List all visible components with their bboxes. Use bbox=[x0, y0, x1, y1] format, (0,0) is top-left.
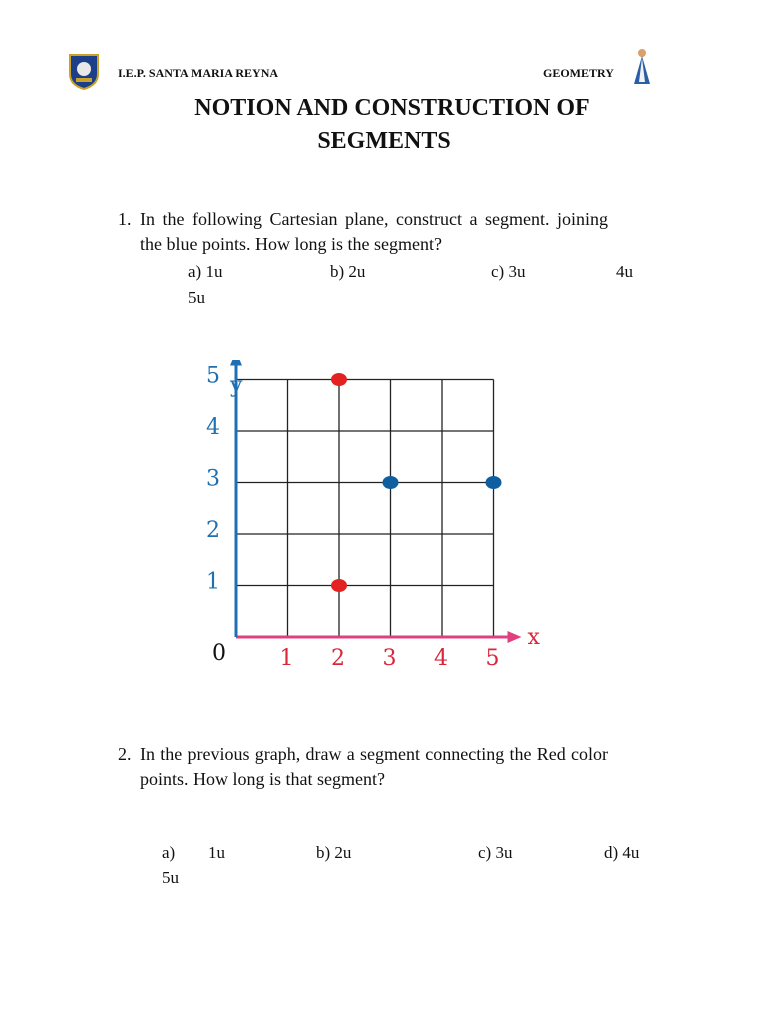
q1-option-d[interactable]: 4u bbox=[616, 262, 633, 281]
question-2-number: 2. bbox=[118, 744, 132, 764]
question-1-text: In the following Cartesian plane, construct a segment. joining the blue points. How long is the segment? bbox=[140, 209, 608, 254]
y-tick-label: 2 bbox=[206, 518, 220, 543]
question-1-number: 1. bbox=[118, 209, 132, 229]
question-2 bbox=[118, 742, 608, 792]
page-title-line2: SEGMENTS bbox=[317, 128, 451, 154]
chart-ticks bbox=[206, 364, 500, 672]
q2-option-e[interactable]: 5u bbox=[162, 868, 179, 887]
y-axis-label: y bbox=[230, 373, 243, 398]
y-tick-label: 4 bbox=[206, 415, 220, 440]
subject-label: GEOMETRY bbox=[543, 66, 614, 80]
chart-axes bbox=[230, 360, 522, 643]
q1-option-a[interactable]: a) 1u bbox=[188, 262, 223, 281]
y-tick-label: 5 bbox=[206, 363, 220, 389]
x-axis-label: x bbox=[527, 625, 540, 650]
x-tick-label: 4 bbox=[434, 646, 448, 671]
data-point bbox=[331, 579, 347, 592]
q2-option-a[interactable]: a) bbox=[162, 843, 176, 862]
x-axis-arrow bbox=[508, 631, 522, 643]
x-tick-label: 5 bbox=[485, 646, 500, 671]
q2-option-c[interactable]: c) 3u bbox=[478, 843, 513, 862]
y-axis-arrow bbox=[230, 360, 242, 366]
origin-label: 0 bbox=[212, 641, 226, 666]
school-crest-logo bbox=[68, 52, 100, 90]
y-tick-label: 3 bbox=[206, 466, 220, 492]
q2-option-a-value[interactable]: 1u bbox=[208, 843, 225, 862]
data-point bbox=[486, 476, 502, 489]
virgin-mary-emblem bbox=[630, 48, 656, 86]
y-tick-label: 1 bbox=[206, 569, 220, 595]
x-tick-label: 1 bbox=[279, 646, 294, 671]
q2-option-d[interactable]: d) 4u bbox=[604, 843, 640, 862]
data-point bbox=[331, 373, 347, 386]
question-1 bbox=[118, 207, 608, 257]
x-tick-label: 3 bbox=[382, 646, 397, 671]
q1-option-c[interactable]: c) 3u bbox=[491, 262, 526, 281]
x-tick-label: 2 bbox=[331, 646, 345, 671]
school-name: I.E.P. SANTA MARIA REYNA bbox=[118, 66, 279, 80]
data-point bbox=[383, 476, 399, 489]
page-title-line1: NOTION AND CONSTRUCTION OF bbox=[194, 95, 590, 121]
q1-option-b[interactable]: b) 2u bbox=[330, 262, 366, 281]
cartesian-plane-chart bbox=[170, 360, 560, 680]
chart-grid bbox=[236, 380, 494, 638]
q1-option-e[interactable]: 5u bbox=[188, 288, 205, 307]
q2-option-b[interactable]: b) 2u bbox=[316, 843, 352, 862]
question-2-text: In the previous graph, draw a segment connecting the Red color points. How long is that segment? bbox=[140, 744, 608, 789]
